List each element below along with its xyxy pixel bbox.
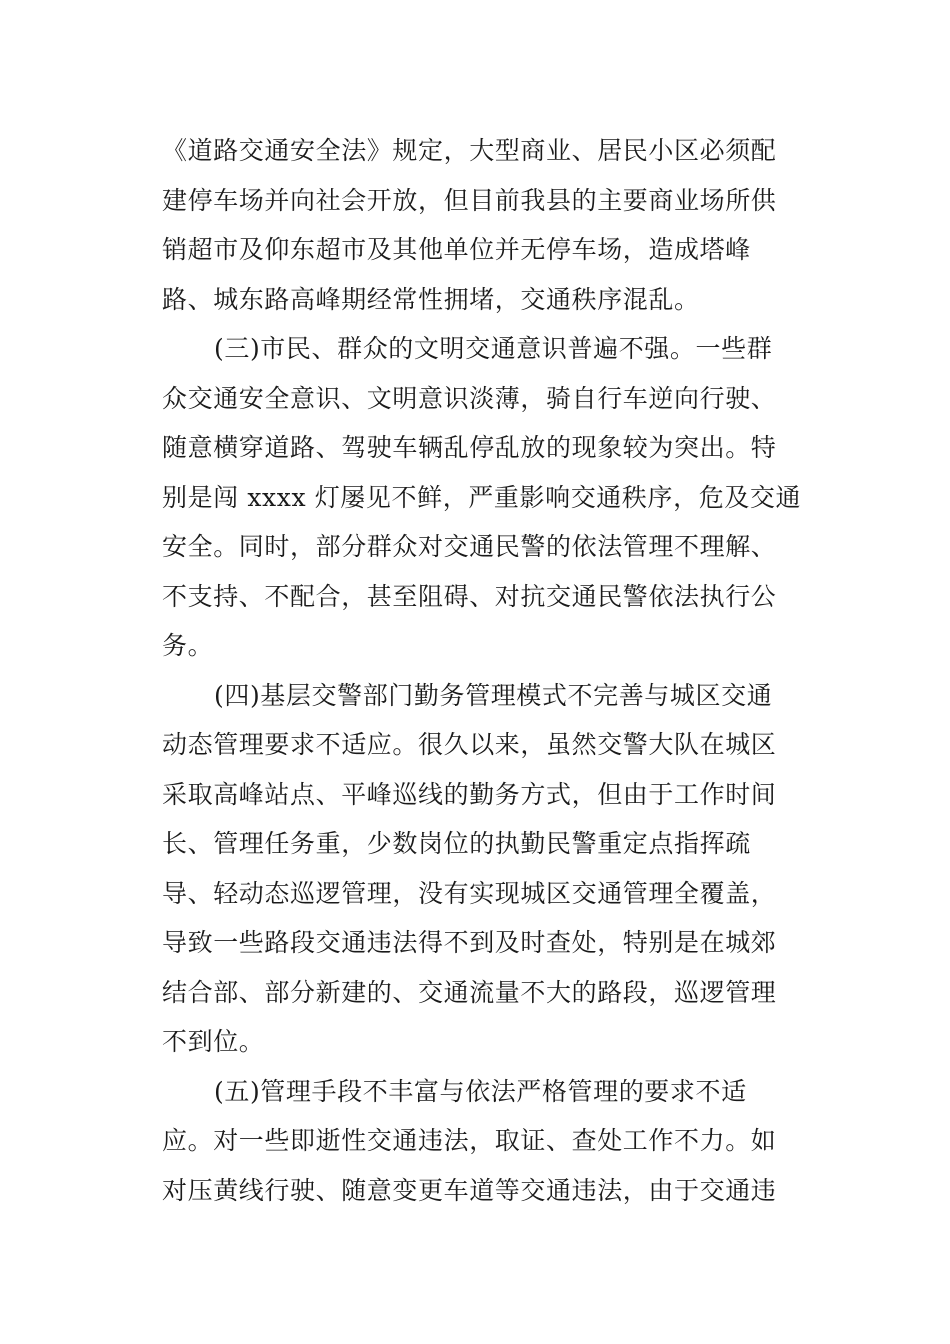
section-heading-line: (三)市民、群众的文明交通意识普遍不强。一些群 [214,334,773,363]
text-line: 务。 [162,631,214,660]
text-line: 别是闯 xxxx 灯屡见不鲜，严重影响交通秩序，危及交通 [162,482,802,512]
text-line: 随意横穿道路、驾驶车辆乱停乱放的现象较为突出。特 [162,433,777,462]
text-line: 采取高峰站点、平峰巡线的勤务方式，但由于工作时间 [162,779,777,809]
section-heading-line: (四)基层交警部门勤务管理模式不完善与城区交通 [214,680,773,710]
text-line: 导、轻动态巡逻管理，没有实现城区交通管理全覆盖， [162,878,777,908]
text-line: 长、管理任务重，少数岗位的执勤民警重定点指挥疏 [162,829,751,858]
text-line: 应。对一些即逝性交通违法，取证、查处工作不力。如 [162,1126,777,1155]
text-line: 动态管理要求不适应。很久以来，虽然交警大队在城区 [162,730,777,759]
text-line: 路、城东路高峰期经常性拥堵，交通秩序混乱。 [162,284,700,314]
text-line: 销超市及仰东超市及其他单位并无停车场，造成塔峰 [162,235,751,264]
text-line: 导致一些路段交通违法得不到及时查处，特别是在城郊 [162,928,777,957]
text-line: 众交通安全意识、文明意识淡薄，骑自行车逆向行驶、 [162,383,777,413]
text-line: 不到位。 [162,1027,265,1056]
body-text [162,126,802,1215]
text-line: 不支持、不配合，甚至阻碍、对抗交通民警依法执行公 [162,581,777,611]
text-line: 《道路交通安全法》规定，大型商业、居民小区必须配 [162,136,777,165]
text-line: 对压黄线行驶、随意变更车道等交通违法，由于交通违 [162,1175,777,1205]
text-line: 结合部、部分新建的、交通流量不大的路段，巡逻管理 [162,977,777,1007]
text-line: 安全。同时，部分群众对交通民警的依法管理不理解、 [162,532,777,561]
text-line: 建停车场并向社会开放，但目前我县的主要商业场所供 [162,185,777,215]
section-heading-line: (五)管理手段不丰富与依法严格管理的要求不适 [214,1076,747,1106]
